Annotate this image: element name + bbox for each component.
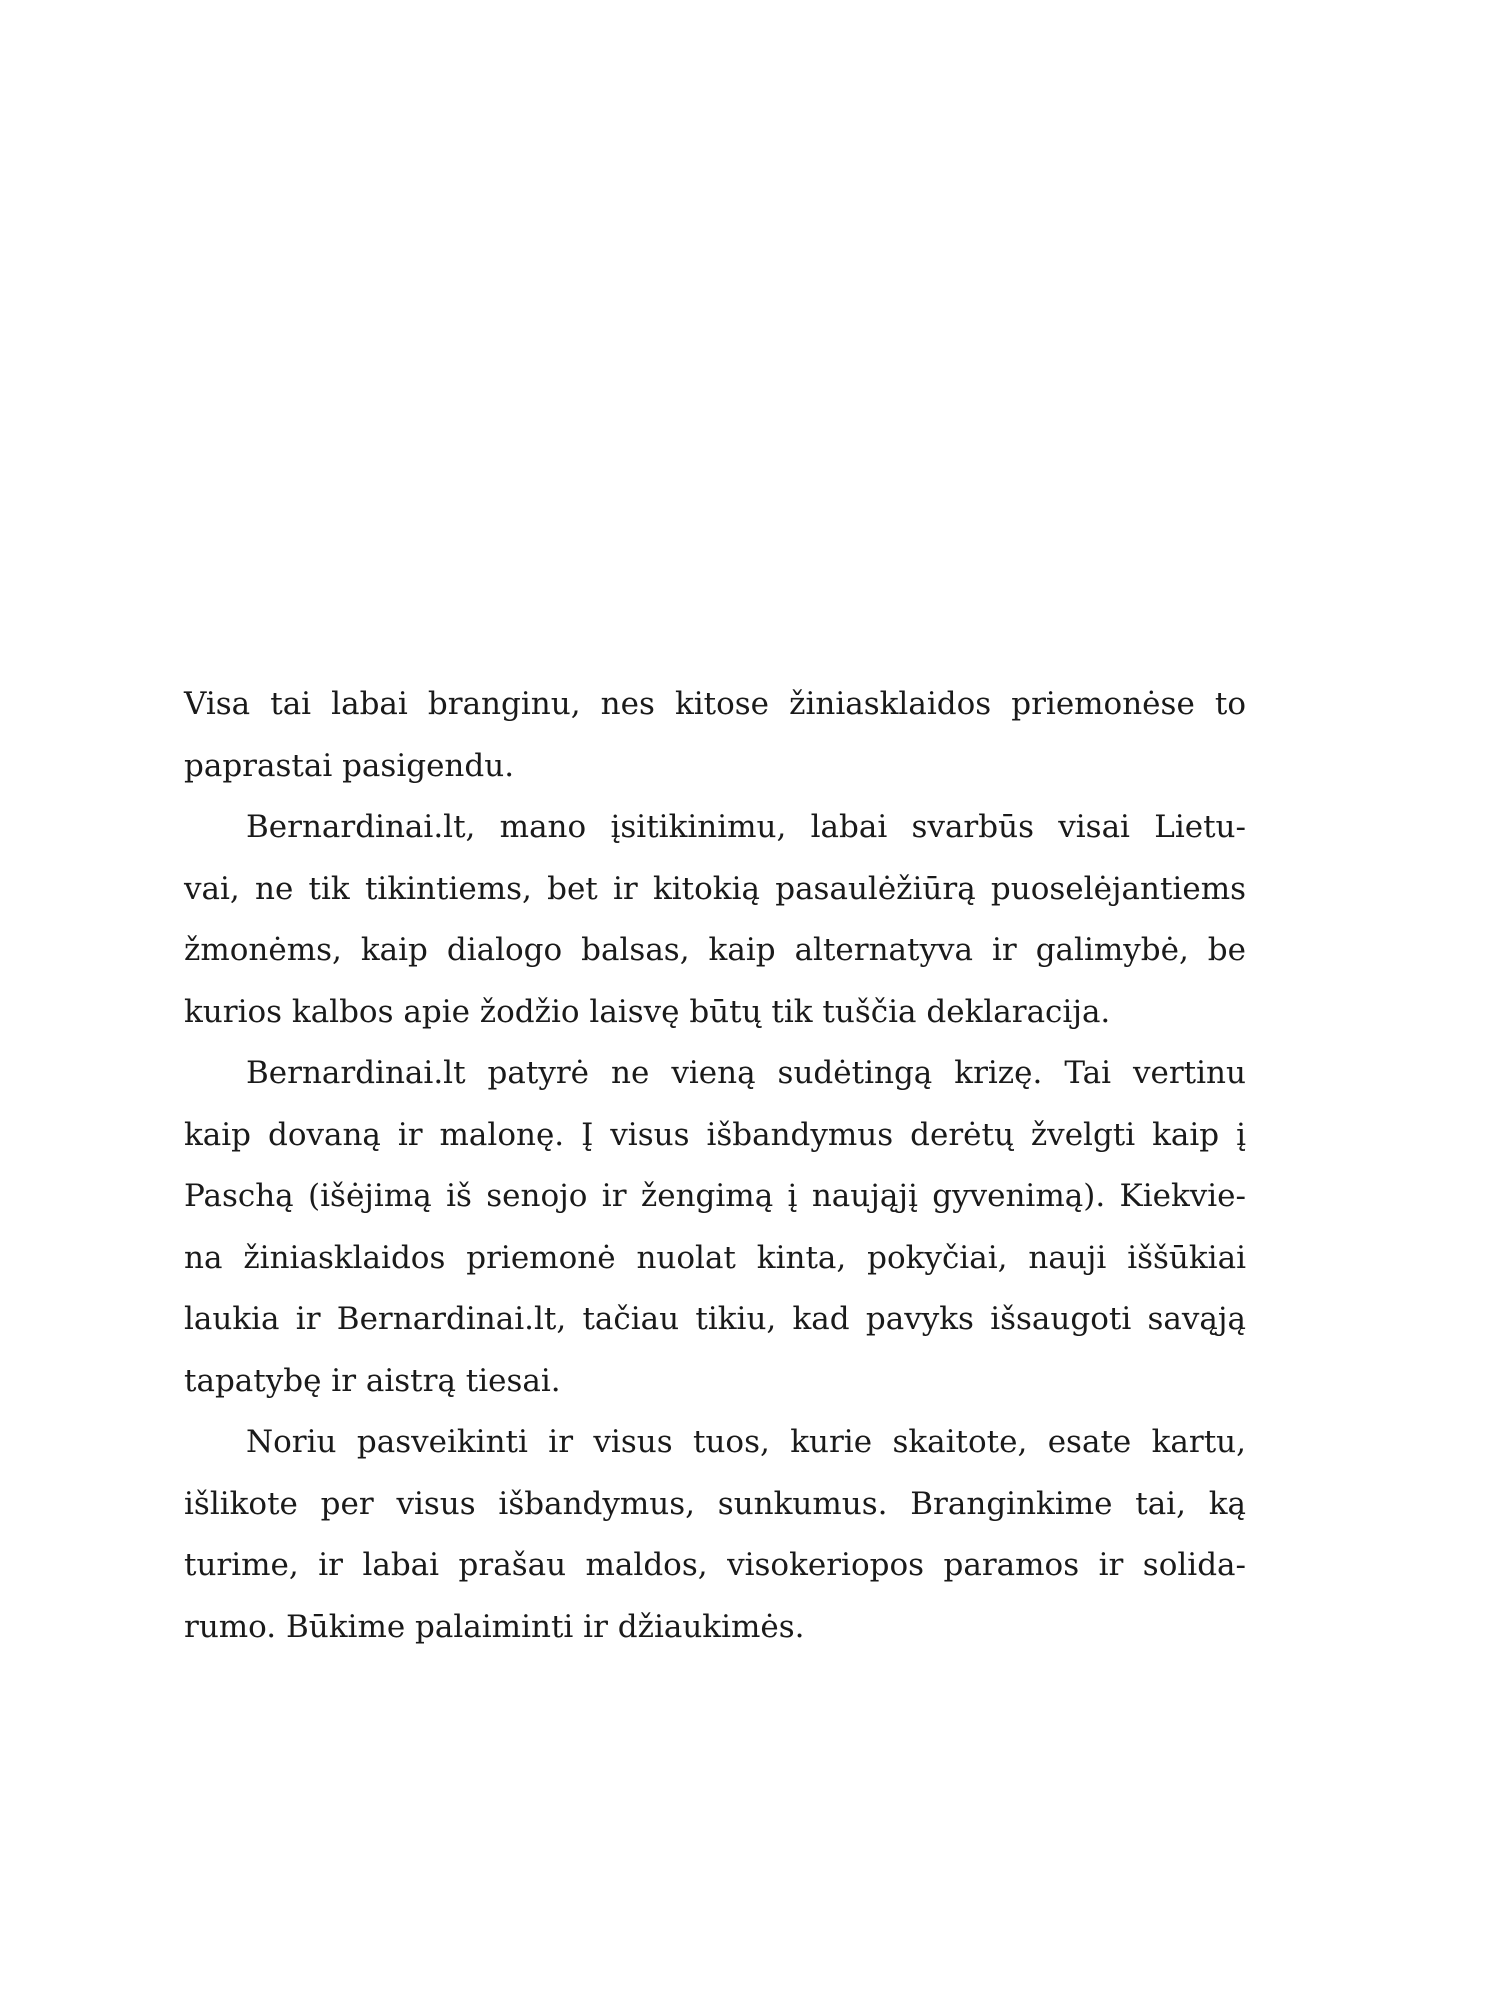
text-line: kaip dovaną ir malonę. Į visus išbandymus derėtų žvelgti kaip į <box>184 1116 1246 1153</box>
paragraph <box>184 674 1246 797</box>
text-line: Bernardinai.lt patyrė ne vieną sudėtingą krizę. Tai vertinu <box>246 1055 1246 1091</box>
text-line: Noriu pasveikinti ir visus tuos, kurie skaitote, esate kartu, <box>246 1424 1246 1460</box>
text-line: Visa tai labai branginu, nes kitose žiniasklaidos priemonėse to <box>184 686 1246 722</box>
paragraph <box>184 797 1246 1043</box>
text-line: žmonėms, kaip dialogo balsas, kaip alternatyva ir galimybė, be <box>184 932 1246 968</box>
text-line: paprastai pasigendu. <box>184 747 515 784</box>
text-line: Bernardinai.lt, mano įsitikinimu, labai svarbūs visai Lietu- <box>246 809 1246 845</box>
text-line: kurios kalbos apie žodžio laisvę būtų tik tuščia deklaracija. <box>184 993 1111 1030</box>
text-line: laukia ir Bernardinai.lt, tačiau tikiu, kad pavyks išsaugoti savąją <box>184 1301 1246 1337</box>
text-line: na žiniasklaidos priemonė nuolat kinta, pokyčiai, nauji iššūkiai <box>184 1239 1246 1276</box>
paragraph <box>184 1412 1246 1658</box>
text-line: Paschą (išėjimą iš senojo ir žengimą į naująjį gyvenimą). Kiekvie- <box>184 1178 1246 1214</box>
text-line: išlikote per visus išbandymus, sunkumus. Branginkime tai, ką <box>184 1485 1246 1522</box>
text-line: turime, ir labai prašau maldos, visokeriopos paramos ir solida- <box>184 1547 1246 1583</box>
paragraph <box>184 1043 1246 1412</box>
text-line: rumo. Būkime palaiminti ir džiaukimės. <box>184 1608 805 1645</box>
text-line: vai, ne tik tikintiems, bet ir kitokią pasaulėžiūrą puoselėjantiems <box>184 870 1246 907</box>
text-line: tapatybę ir aistrą tiesai. <box>184 1362 561 1399</box>
body-text <box>184 674 1246 1658</box>
